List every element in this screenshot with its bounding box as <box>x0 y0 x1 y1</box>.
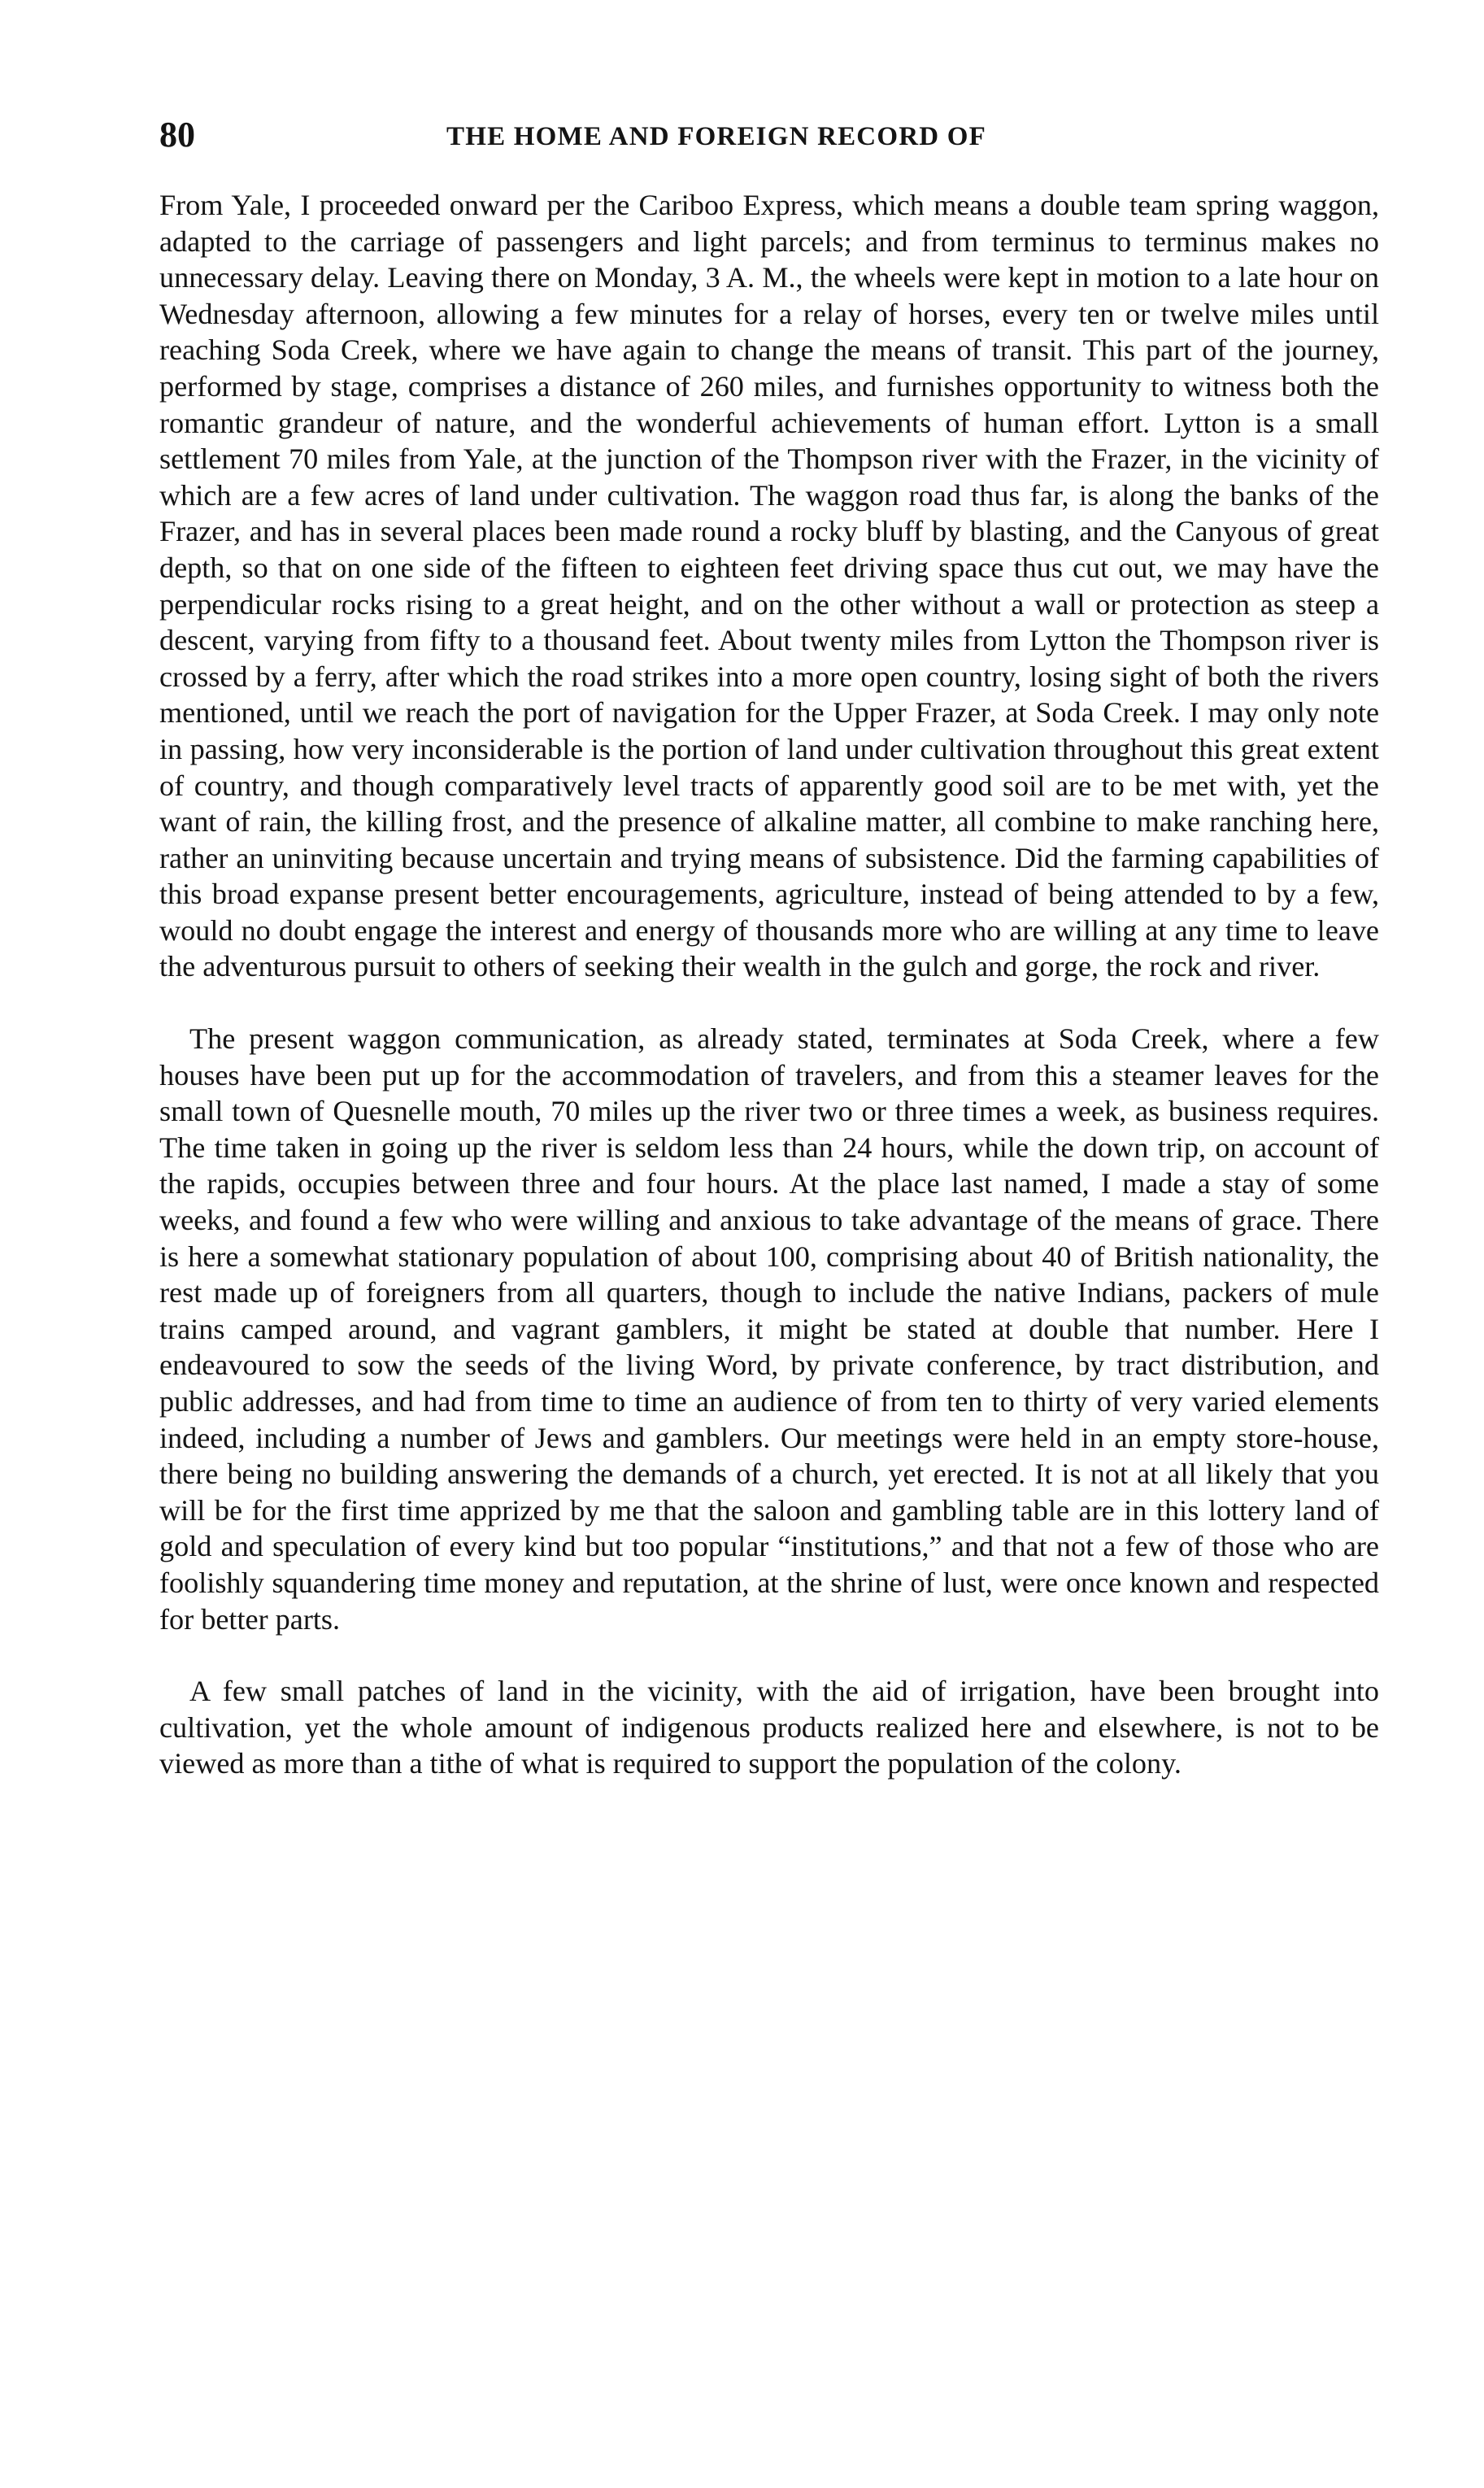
paragraph-1: From Yale, I proceeded onward per the Cariboo Express, which means a double team spring waggon, adapted to the carriage of passengers and light parcels; and from terminus to terminus makes no unnecessary delay. Leaving there on Monday, 3 A. M., the wheels were kept in motion to a late hour on Wednesday afternoon, allowing a few minutes for a relay of horses, every ten or twelve miles until reaching Soda Creek, where we have again to change the means of transit. This part of the journey, performed by stage, comprises a distance of 260 miles, and furnishes opportunity to witness both the romantic grandeur of nature, and the wonderful achievements of human effort. Lytton is a small settlement 70 miles from Yale, at the junction of the Thompson river with the Frazer, in the vicinity of which are a few acres of land under cultivation. The waggon road thus far, is along the banks of the Frazer, and has in several places been made round a rocky bluff by blasting, and the Canyous of great depth, so that on one side of the fifteen to eighteen feet driving space thus cut out, we may have the perpendicular rocks rising to a great height, and on the other without a wall or protection as steep a descent, varying from fifty to a thousand feet. About twenty miles from Lytton the Thompson river is crossed by a ferry, after which the road strikes into a more open country, losing sight of both the rivers mentioned, until we reach the port of navigation for the Upper Frazer, at Soda Creek. I may only note in passing, how very inconsiderable is the portion of land under cultivation throughout this great extent of country, and though comparatively level tracts of apparently good soil are to be met with, yet the want of rain, the killing frost, and the presence of alkaline matter, all combine to make ranching here, rather an uninviting because uncertain and trying means of subsistence. Did the farming capabilities of this broad expanse present better encouragements, agriculture, instead of being attended to by a few, would no doubt engage the interest and energy of thousands more who are willing at any time to leave the adventurous pursuit to others of seeking their wealth in the gulch and gorge, the rock and river. <box>159 189 1379 983</box>
paragraph-3: A few small patches of land in the vicinity, with the aid of irrigation, have been brought into cultivation, yet the whole amount of indigenous products realized here and elsewhere, is not to be viewed as more than a tithe of what is required to support the population of the colony. <box>159 1675 1379 1780</box>
paragraph-2: The present waggon communication, as already stated, terminates at Soda Creek, where a few houses have been put up for the accommodation of travelers, and from this a steamer leaves for the small town of Quesnelle mouth, 70 miles up the river two or three times a week, as business requires. The time taken in going up the river is seldom less than 24 hours, while the down trip, on account of the rapids, occupies between three and four hours. At the place last named, I made a stay of some weeks, and found a few who were willing and anxious to take advantage of the means of grace. There is here a somewhat stationary population of about 100, comprising about 40 of British nationality, the rest made up of foreigners from all quarters, though to include the native Indians, packers of mule trains camped around, and vagrant gamblers, it might be stated at double that number. Here I endeavoured to sow the seeds of the living Word, by private conference, by tract distribution, and public addresses, and had from time to time an audience of from ten to thirty of very varied elements indeed, including a number of Jews and gamblers. Our meetings were held in an empty store-house, there being no building answering the demands of a church, yet erected. It is not at all likely that you will be for the first time apprized by me that the saloon and gambling table are in this lottery land of gold and speculation of every kind but too popular “institutions,” and that not a few of those who are foolishly squandering time money and reputation, at the shrine of lust, were once known and respected for better parts. <box>159 1022 1379 1636</box>
body-text <box>159 187 1379 1782</box>
page-header <box>159 114 1460 163</box>
running-head: THE HOME AND FOREIGN RECORD OF <box>446 122 986 151</box>
page-number: 80 <box>159 115 195 155</box>
